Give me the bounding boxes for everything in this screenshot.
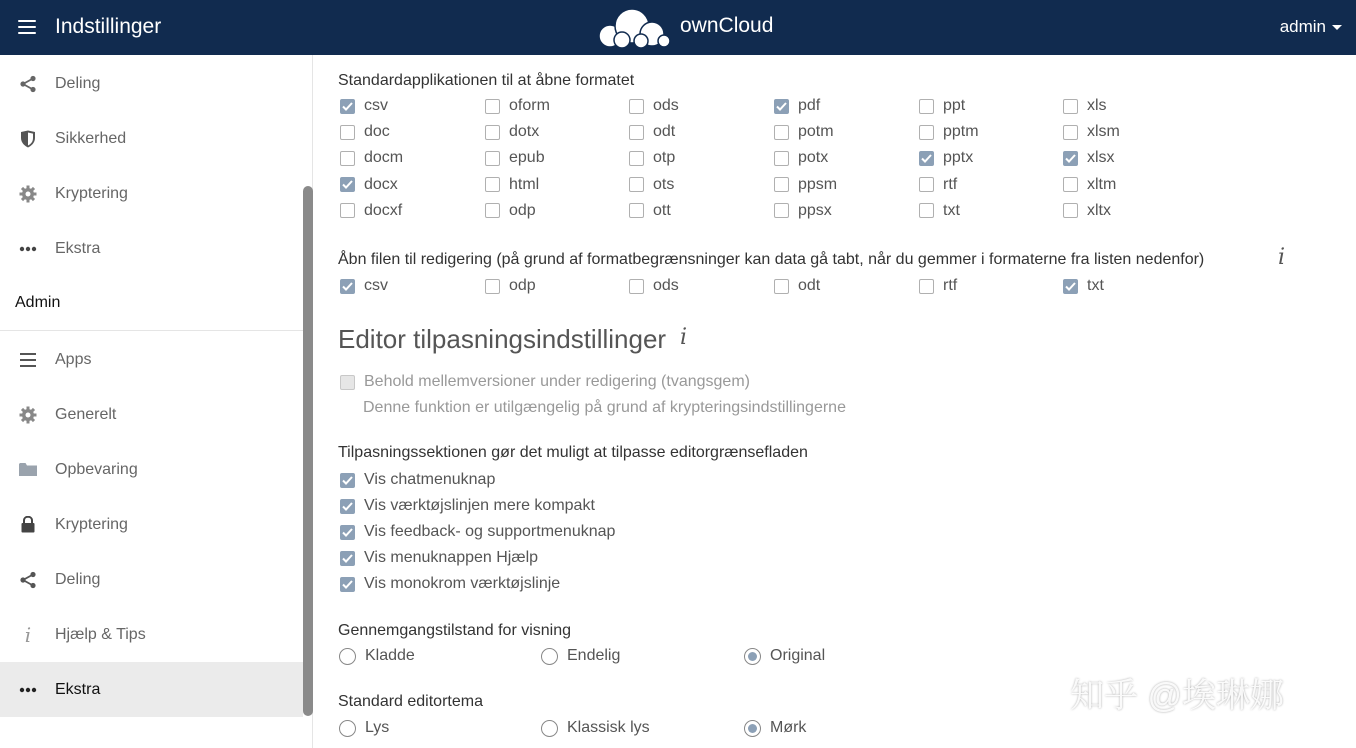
editor-theme-radio[interactable] <box>339 718 389 738</box>
default-format-checkbox[interactable] <box>1063 122 1120 142</box>
main-content <box>338 55 1338 748</box>
checkbox-unchecked <box>340 151 355 166</box>
default-format-checkbox[interactable] <box>919 148 973 168</box>
default-format-checkbox[interactable] <box>774 96 820 116</box>
sidebar-item-label: Deling <box>55 570 101 588</box>
sidebar-item-apps[interactable] <box>0 332 303 387</box>
sidebar-item-deling-admin[interactable] <box>0 552 303 607</box>
option-label: html <box>509 175 540 193</box>
sidebar-item-label: Opbevaring <box>55 460 138 478</box>
sidebar-item-hjaelp-tips[interactable] <box>0 607 303 662</box>
default-format-checkbox[interactable] <box>774 122 834 142</box>
option-label: pptx <box>943 149 974 167</box>
option-label: xltx <box>1087 201 1111 219</box>
option-label: dotx <box>509 123 540 141</box>
user-name: admin <box>1279 17 1326 36</box>
option-label: oform <box>509 97 550 114</box>
checkbox-unchecked <box>485 279 500 294</box>
checkbox-checked <box>340 551 355 566</box>
radio-unselected <box>541 648 558 665</box>
checkbox-unchecked <box>1063 177 1078 192</box>
checkbox-unchecked <box>919 125 934 140</box>
shield-icon <box>17 128 39 150</box>
checkbox-checked <box>340 473 355 488</box>
sidebar-item-label: Kryptering <box>55 515 128 533</box>
default-format-checkbox[interactable] <box>629 201 671 221</box>
option-label: txt <box>943 201 960 219</box>
option-label: pptm <box>943 123 979 141</box>
checkbox-unchecked <box>629 125 644 140</box>
sidebar <box>0 55 313 748</box>
lock-icon <box>17 514 39 536</box>
checkbox-checked <box>340 577 355 592</box>
option-label: Kladde <box>365 647 415 664</box>
default-apps-label: Standardapplikationen til at åbne formatet <box>338 72 635 89</box>
default-format-checkbox[interactable] <box>340 122 390 142</box>
option-label: epub <box>509 149 545 167</box>
caret-down-icon <box>1332 25 1342 30</box>
radio-unselected <box>339 648 356 665</box>
sidebar-item-sikkerhed[interactable] <box>0 111 303 166</box>
edit-format-checkbox[interactable] <box>1063 276 1104 296</box>
option-label: Klassisk lys <box>567 719 650 736</box>
option-label: otp <box>653 149 676 167</box>
checkbox-checked <box>1063 279 1078 294</box>
checkbox-unchecked <box>919 99 934 114</box>
option-label: ppsx <box>798 201 832 219</box>
option-label: Vis menuknappen Hjælp <box>364 549 539 566</box>
more-icon <box>17 679 39 701</box>
brand-name: ownCloud <box>680 14 774 37</box>
option-label: docx <box>364 175 398 193</box>
checkbox-checked <box>340 99 355 114</box>
review-mode-label: Gennemgangstilstand for visning <box>338 622 572 639</box>
default-format-checkbox[interactable] <box>774 175 837 195</box>
option-label: Mørk <box>770 719 807 736</box>
default-format-checkbox[interactable] <box>485 148 545 168</box>
option-label: xls <box>1087 97 1107 114</box>
default-format-checkbox[interactable] <box>919 122 979 142</box>
option-label: odp <box>509 277 536 294</box>
default-format-checkbox[interactable] <box>919 201 960 221</box>
checkbox-unchecked <box>1063 99 1078 114</box>
checkbox-unchecked <box>485 151 500 166</box>
checkbox-unchecked <box>919 177 934 192</box>
default-format-checkbox[interactable] <box>340 175 398 195</box>
option-label: ods <box>653 277 679 294</box>
radio-unselected <box>541 720 558 737</box>
option-label: ots <box>653 175 675 193</box>
checkbox-unchecked <box>774 151 789 166</box>
checkbox-unchecked <box>485 125 500 140</box>
sidebar-item-label: Hjælp & Tips <box>55 625 146 643</box>
option-label: xltm <box>1087 175 1117 193</box>
sidebar-item-opbevaring[interactable] <box>0 442 303 497</box>
default-format-checkbox[interactable] <box>1063 175 1116 195</box>
forcesave-note: Denne funktion er utilgængelig på grund af krypteringsindstillingerne <box>363 399 846 416</box>
option-label: xlsm <box>1087 123 1120 141</box>
customization-intro: Tilpasningssektionen gør det muligt at tilpasse editorgrænsefladen <box>338 444 808 461</box>
menu-icon[interactable] <box>18 20 36 34</box>
checkbox-unchecked <box>629 151 644 166</box>
option-label: Vis monokrom værktøjslinje <box>364 575 561 592</box>
default-format-checkbox[interactable] <box>485 201 536 221</box>
checkbox-unchecked <box>774 279 789 294</box>
sidebar-item-label: Deling <box>55 74 101 92</box>
customization-checkbox[interactable] <box>340 574 560 594</box>
checkbox-checked <box>340 279 355 294</box>
option-label: potm <box>798 123 834 141</box>
gear-icon <box>17 183 39 205</box>
sidebar-item-generelt[interactable] <box>0 387 303 442</box>
option-label: Vis chatmenuknap <box>364 471 496 488</box>
edit-format-checkbox[interactable] <box>340 276 388 296</box>
checkbox-checked <box>340 177 355 192</box>
option-label: Vis værktøjslinjen mere kompakt <box>364 497 595 514</box>
option-label: rtf <box>943 175 958 193</box>
customization-title: Editor tilpasningsindstillinger <box>338 324 667 354</box>
option-label: ppsm <box>798 175 838 193</box>
option-label: txt <box>1087 277 1104 294</box>
default-format-checkbox[interactable] <box>774 148 828 168</box>
sidebar-item-ekstra[interactable] <box>0 221 303 276</box>
checkbox-unchecked <box>1063 203 1078 218</box>
checkbox-unchecked <box>629 279 644 294</box>
option-label: csv <box>364 97 388 114</box>
top-header <box>0 0 1356 55</box>
checkbox-checked <box>1063 151 1078 166</box>
owncloud-logo[interactable] <box>596 6 674 48</box>
checkbox-unchecked <box>340 203 355 218</box>
option-label: odt <box>653 123 676 141</box>
option-label: rtf <box>943 277 958 294</box>
app-title: Indstillinger <box>55 15 162 38</box>
default-format-checkbox[interactable] <box>340 148 403 168</box>
info-icon: i <box>24 622 32 647</box>
checkbox-unchecked <box>485 203 500 218</box>
sidebar-item-label: Ekstra <box>55 680 101 698</box>
customization-checkbox[interactable] <box>340 548 538 568</box>
option-label: pdf <box>798 97 821 114</box>
default-format-checkbox[interactable] <box>629 148 675 168</box>
option-label: docm <box>364 149 404 167</box>
default-format-checkbox[interactable] <box>485 122 539 142</box>
edit-format-checkbox[interactable] <box>919 276 957 296</box>
default-format-checkbox[interactable] <box>919 96 965 116</box>
sidebar-item-ekstra-admin[interactable] <box>0 662 303 717</box>
option-label: odt <box>798 277 821 294</box>
share-icon <box>17 73 39 95</box>
sidebar-item-label: Generelt <box>55 405 117 423</box>
checkbox-unchecked <box>340 125 355 140</box>
option-label: potx <box>798 149 829 167</box>
sidebar-item-kryptering[interactable] <box>0 166 303 221</box>
info-icon[interactable]: i <box>1278 245 1286 270</box>
radio-selected <box>744 648 761 665</box>
checkbox-unchecked <box>629 177 644 192</box>
info-icon[interactable]: i <box>680 325 688 350</box>
editor-theme-radio[interactable] <box>541 718 650 738</box>
option-label: Original <box>770 647 826 664</box>
checkbox-checked <box>919 151 934 166</box>
sidebar-item-label: Kryptering <box>55 184 128 202</box>
default-format-checkbox[interactable] <box>1063 96 1107 116</box>
editor-theme-radio[interactable] <box>744 718 806 738</box>
option-label: Lys <box>365 719 390 736</box>
default-format-checkbox[interactable] <box>629 175 674 195</box>
option-label: ods <box>653 97 679 114</box>
option-label: docxf <box>364 201 403 219</box>
default-format-checkbox[interactable] <box>340 201 402 221</box>
customization-checkbox[interactable] <box>340 470 495 490</box>
option-label: ppt <box>943 97 966 114</box>
edit-format-checkbox[interactable] <box>629 276 679 296</box>
forcesave-checkbox[interactable] <box>340 372 750 392</box>
checkbox-unchecked <box>485 177 500 192</box>
review-mode-radio[interactable] <box>339 646 415 666</box>
option-label: ott <box>653 201 671 219</box>
option-label: csv <box>364 277 388 294</box>
folder-icon <box>17 459 39 481</box>
sidebar-item-kryptering-admin[interactable] <box>0 497 303 552</box>
default-format-checkbox[interactable] <box>919 175 957 195</box>
customization-checkbox[interactable] <box>340 522 615 542</box>
edit-format-checkbox[interactable] <box>774 276 820 296</box>
sidebar-item-label: Apps <box>55 350 92 368</box>
default-format-checkbox[interactable] <box>1063 201 1111 221</box>
sidebar-item-label: Sikkerhed <box>55 129 127 147</box>
default-format-checkbox[interactable] <box>774 201 832 221</box>
checkbox-unchecked <box>774 125 789 140</box>
option-label: doc <box>364 123 390 141</box>
checkbox-unchecked <box>774 177 789 192</box>
sidebar-scrollbar[interactable] <box>303 186 313 716</box>
sidebar-item-deling[interactable] <box>0 56 303 111</box>
editor-theme-label: Standard editortema <box>338 693 483 710</box>
checkbox-unchecked <box>1063 125 1078 140</box>
gear-icon <box>17 404 39 426</box>
user-menu[interactable] <box>1280 17 1342 37</box>
option-label: Endelig <box>567 647 621 664</box>
checkbox-unchecked <box>919 279 934 294</box>
customization-checkbox[interactable] <box>340 496 595 516</box>
checkbox-checked <box>774 99 789 114</box>
default-format-checkbox[interactable] <box>629 96 679 116</box>
review-mode-radio[interactable] <box>744 646 825 666</box>
forcesave-label: Behold mellemversioner under redigering (tvangsgem) <box>364 373 750 390</box>
default-format-checkbox[interactable] <box>340 96 388 116</box>
checkbox-unchecked <box>919 203 934 218</box>
default-format-checkbox[interactable] <box>1063 148 1115 168</box>
default-format-checkbox[interactable] <box>485 96 550 116</box>
checkbox-unchecked <box>629 99 644 114</box>
sidebar-item-label: Ekstra <box>55 239 101 257</box>
list-icon <box>17 349 39 371</box>
checkbox-checked <box>340 525 355 540</box>
default-format-checkbox[interactable] <box>629 122 675 142</box>
default-format-checkbox[interactable] <box>485 175 539 195</box>
checkbox-box <box>340 375 355 390</box>
admin-section-heading: Admin <box>0 276 303 331</box>
share-icon <box>17 569 39 591</box>
checkbox-unchecked <box>774 203 789 218</box>
radio-selected <box>744 720 761 737</box>
option-label: Vis feedback- og supportmenuknap <box>364 523 616 540</box>
watermark: 知乎 @埃琳娜 <box>1070 677 1284 715</box>
option-label: odp <box>509 201 536 219</box>
checkbox-unchecked <box>629 203 644 218</box>
edit-formats-label: Åbn filen til redigering (på grund af formatbegrænsninger kan data gå tabt, når du gemmer i formaterne fra listen nedenfor) <box>338 251 1205 268</box>
edit-format-checkbox[interactable] <box>485 276 536 296</box>
option-label: xlsx <box>1087 149 1115 167</box>
checkbox-checked <box>340 499 355 514</box>
checkbox-unchecked <box>485 99 500 114</box>
radio-unselected <box>339 720 356 737</box>
review-mode-radio[interactable] <box>541 646 620 666</box>
more-icon <box>17 238 39 260</box>
